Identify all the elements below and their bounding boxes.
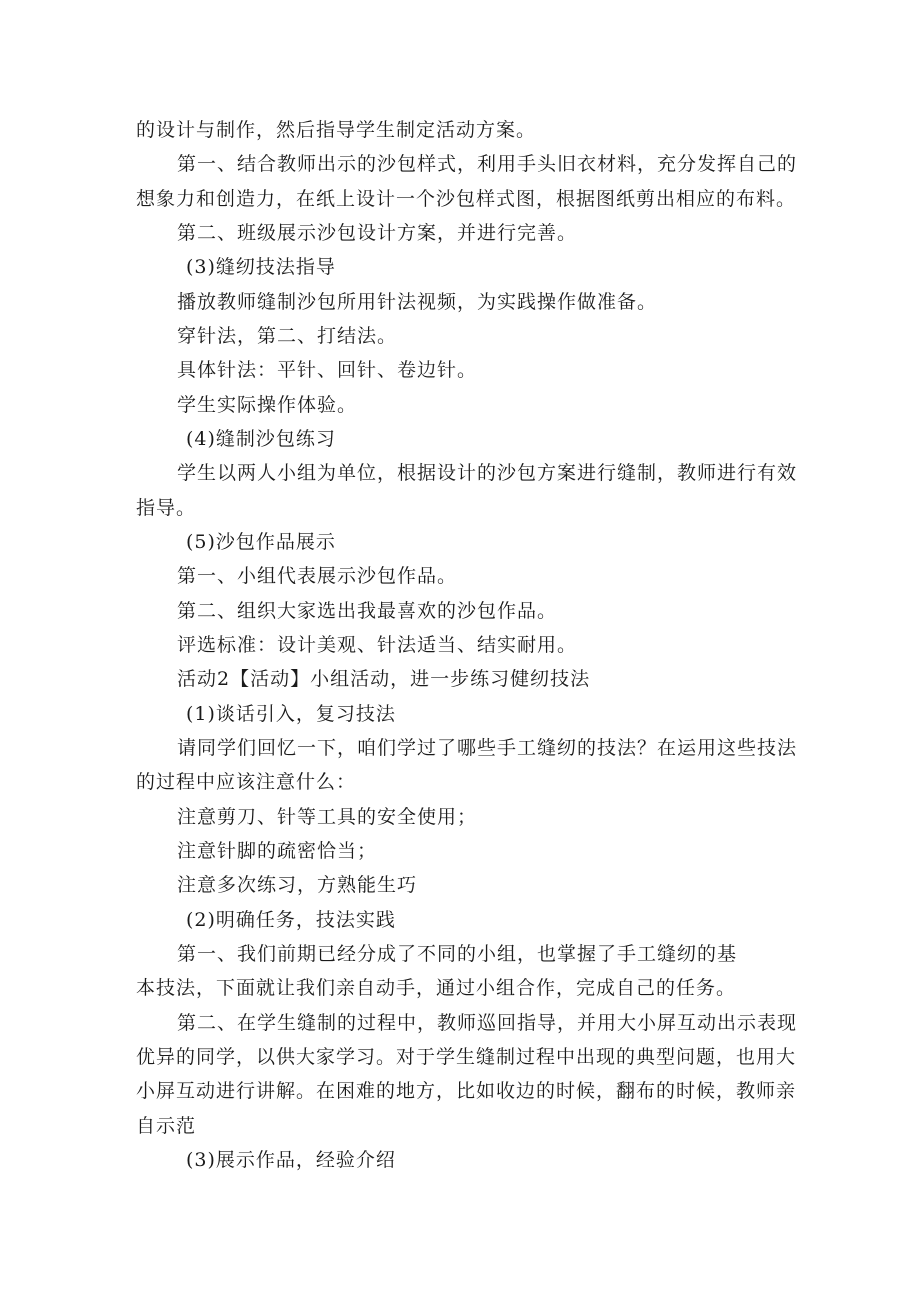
activity-heading: 活动2【活动】小组活动，进一步练习健纫技法 <box>177 668 591 690</box>
text-line: 自示范 <box>136 1115 197 1137</box>
text-line: 第一、结合教师出示的沙包样式，利用手头旧衣材料，充分发挥自己的 <box>177 153 798 175</box>
text-line: 的过程中应该注意什么： <box>136 771 357 793</box>
text-line: 第二、组织大家选出我最喜欢的沙包作品。 <box>177 600 558 622</box>
text-line: 评选标准：设计美观、针法适当、结实耐用。 <box>177 634 578 656</box>
section-heading: (4)缝制沙包练习 <box>186 428 336 450</box>
section-heading: (1)谈话引入，复习技法 <box>186 703 396 725</box>
section-heading: (2)明确任务，技法实践 <box>186 909 396 931</box>
text-line: 第一、我们前期已经分成了不同的小组，也掌握了手工缝纫的基 <box>177 943 738 965</box>
text-line: 学生实际操作体验。 <box>177 394 358 416</box>
text-line: 第一、小组代表展示沙包作品。 <box>177 565 458 587</box>
text-line: 请同学们回忆一下，咱们学过了哪些手工缝纫的技法？在运用这些技法 <box>177 737 798 759</box>
text-line: 注意剪刀、针等工具的安全使用； <box>177 806 478 828</box>
text-line: 本技法，下面就让我们亲自动手，通过小组合作，完成自己的任务。 <box>136 977 737 999</box>
section-heading: (5)沙包作品展示 <box>186 531 336 553</box>
section-heading: (3)缝纫技法指导 <box>186 256 336 278</box>
text-line: 指导。 <box>136 497 197 519</box>
text-line: 播放教师缝制沙包所用针法视频，为实践操作做准备。 <box>177 291 658 313</box>
text-line: 注意针脚的疏密恰当； <box>177 840 378 862</box>
text-line: 小屏互动进行讲解。在困难的地方，比如收边的时候，翻布的时候，教师亲 <box>136 1080 797 1102</box>
text-line: 学生以两人小组为单位，根据设计的沙包方案进行缝制，教师进行有效 <box>177 462 798 484</box>
text-line: 具体针法：平针、回针、卷边针。 <box>177 359 478 381</box>
text-line: 优异的同学，以供大家学习。对于学生缝制过程中出现的典型问题，也用大 <box>136 1046 797 1068</box>
text-line: 想象力和创造力，在纸上设计一个沙包样式图，根据图纸剪出相应的布料。 <box>136 188 797 210</box>
section-heading: (3)展示作品，经验介绍 <box>186 1149 396 1171</box>
text-line: 注意多次练习，方熟能生巧 <box>177 874 418 896</box>
text-line: 第二、在学生缝制的过程中，教师巡回指导，并用大小屏互动出示表现 <box>177 1012 798 1034</box>
text-line: 第二、班级展示沙包设计方案，并进行完善。 <box>177 222 578 244</box>
text-line: 的设计与制作，然后指导学生制定活动方案。 <box>136 119 537 141</box>
text-line: 穿针法，第二、打结法。 <box>177 325 398 347</box>
